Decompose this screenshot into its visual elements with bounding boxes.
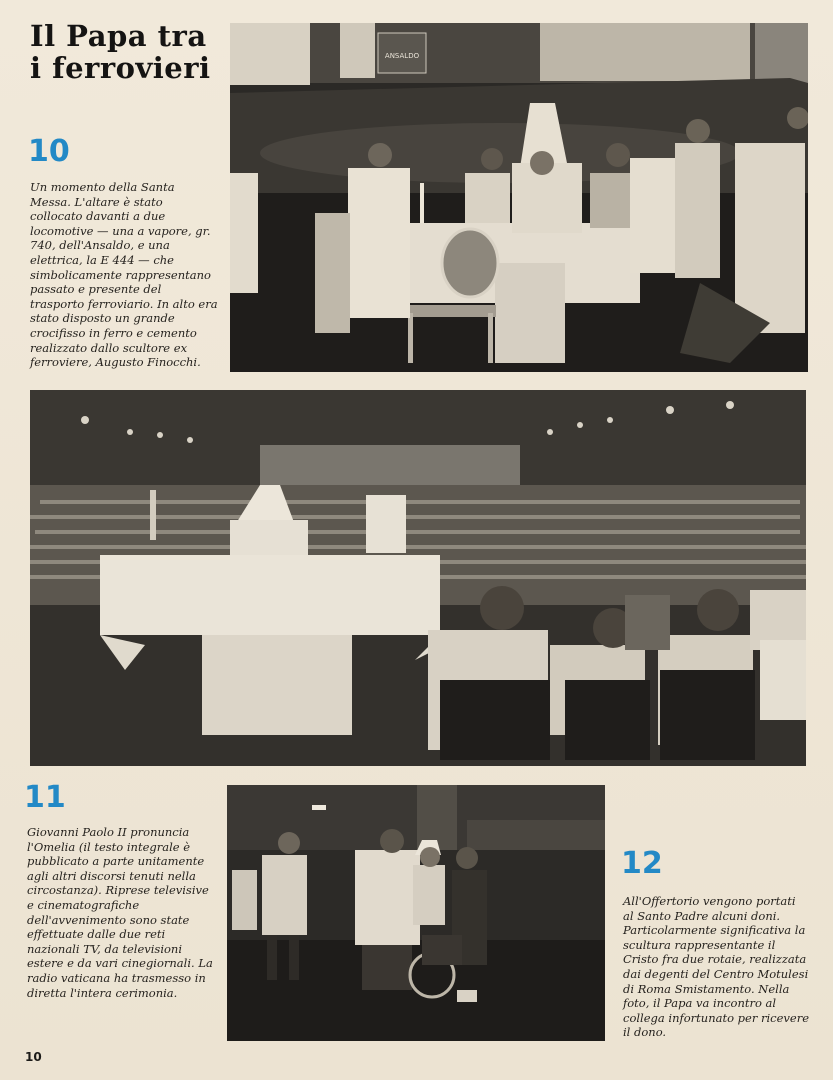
section-number-12: 12 [621,846,663,881]
section-number-11: 11 [24,780,66,815]
caption-11: Giovanni Paolo II pronuncia l'Omelia (il testo integrale è pubblicato a parte unitamente agli altri discorsi tenuti nella circostanza). Riprese televisive e cinematografiche dell'avvenimento sono state effettuate dalle due reti nazionali TV, da televisioni estere e da vari cinegiornali. La radio vaticana ha trasmesso in diretta l'intera cerimonia. [27,825,213,1000]
photo-mass-altar [230,23,808,372]
title-line-1: Il Papa tra [30,19,207,53]
photo-mass-altar-image [230,23,808,372]
page-title [30,20,220,84]
caption-12: All'Offertorio vengono portati al Santo Padre alcuni doni. Particolarmente significativa la scultura rappresentante il Cristo fra due rotaie, realizzata dai degenti del Centro Motulesi di Roma Smistamento. Nella foto, il Papa va incontro al collega infortunato per ricevere il dono. [623,894,809,1040]
caption-10: Un momento della Santa Messa. L'altare è stato collocato davanti a due locomotive — una a vapore, gr. 740, dell'Ansaldo, e una elettrica, la E 444 — che simbolicamente rappresentano passato e presente del trasporto ferroviario. In alto era stato disposto un grande crocifisso in ferro e cemento realizzato dallo scultore ex ferroviere, Augusto Finocchi. [30,180,218,370]
photo-offertory [227,785,605,1041]
photo-assembly-hall [30,390,806,766]
photo-assembly-hall-image [30,390,806,766]
photo-offertory-image [227,785,605,1041]
photo-banner-text: ANSALDO [384,52,420,60]
page-number: 10 [25,1050,42,1064]
section-number-10: 10 [28,134,70,169]
title-line-2: i ferrovieri [30,51,211,85]
